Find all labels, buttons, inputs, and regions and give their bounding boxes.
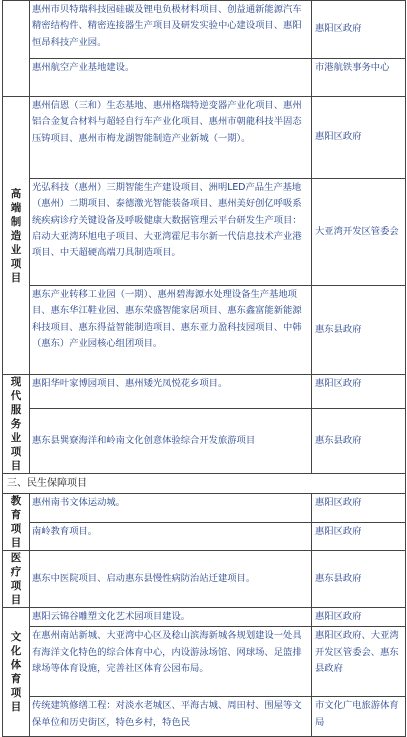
unit-cell: 大亚湾开发区管委会 [312,179,406,286]
project-cell: 惠阳华叶家博园项目、惠州矮光凤悦花乡项目。 [30,375,312,409]
unit-cell: 惠阳区政府 [312,375,406,409]
project-cell: 惠州航空产业基地建设。 [30,59,312,97]
unit-cell: 惠阳区政府 [312,522,406,551]
project-cell: 惠州信恩（三和）生态基地、惠州格瑞特逆变器产业化项目、惠州铝合金复合材料与超轻自行车产业化项目、惠州市朝龍科技半固态压铸项目、惠州市梅龙湖智能制造产业新城（一期）。 [30,97,312,179]
unit-cell: 惠阳区政府 [312,608,406,627]
project-cell: 南岭教育项目。 [30,522,312,551]
category-cell-medical: 医疗项目 [3,551,30,608]
unit-cell: 惠东县政府 [312,551,406,608]
category-cell-manufacturing: 高端制造业项目 [3,97,30,375]
table-row [3,494,406,523]
table-row [3,627,406,697]
unit-cell: 惠阳区政府 [312,97,406,179]
project-cell: 惠州市贝特瑞科技园硅碳及锂电负极材料项目、创益通新能源汽车精密结构件、精密连接器生产项目及研发实验中心建设项目、惠阳恒昂科技产业园。 [30,1,312,59]
project-cell: 在惠州南站新城、大亚湾中心区及稔山滨海新城各规划建设一处具有海洋文化特色的综合体育中心，内设游泳场馆、网球场、足篮排球场等体育设施，完善社区体育公园布局。 [30,627,312,697]
category-cell-service: 现代服务业项目 [3,375,30,474]
table-row [3,375,406,409]
unit-cell: 市港航铁事务中心 [312,59,406,97]
table-row [3,608,406,627]
table-row [3,286,406,375]
section-row [3,474,406,494]
category-cell-education: 教育项目 [3,494,30,551]
unit-cell: 惠阳区政府 [312,494,406,523]
unit-cell: 市文化广电旅游体育局 [312,697,406,737]
table-row [3,522,406,551]
project-cell: 传统建筑修缮工程：对淡水老城区、平海古城、周田村、围屋等文保单位和历史街区，特色乡村，特色民 [30,697,312,737]
project-cell: 惠东中医院项目、启动惠东县慢性病防治站迁建项目。 [30,551,312,608]
section-title: 三、民生保障项目 [3,474,406,494]
unit-cell: 惠东县政府 [312,409,406,474]
project-cell: 惠州南书文体运动城。 [30,494,312,523]
project-cell: 光弘科技（惠州）三期智能生产建设项目、洲明LED产品生产基地（惠州）二期项目、泰德激光智能装备项目、惠州美好创亿呼吸系统疾病诊疗关键设备及呼吸健康大数据管理云平台研发生产项目：启动大亚湾环旭电子项目、大亚湾霍尼韦尔新一代信息技术产业港项目、中天超硬高端刀具制造项目。 [30,179,312,286]
unit-cell: 惠东县政府 [312,286,406,375]
table-row [3,551,406,608]
table-row [3,409,406,474]
project-cell: 惠东产业转移工业园（一期）、惠州碧海源水处理设备生产基地项目、惠东华江鞋业园、惠东荣盛智能家居项目、惠东鑫富能新能源科技项目、惠东得益智能制造项目、惠东亚力盈科技园项目、中韩（惠东）产业园核心组团项目。 [30,286,312,375]
row-category-empty [3,1,30,97]
table-row [3,97,406,179]
category-cell-culture: 文化体育项目 [3,608,30,737]
unit-cell: 惠阳区政府、大亚湾开发区管委会、惠东县政府 [312,627,406,697]
table-row [3,179,406,286]
project-table [2,0,406,737]
table-row [3,59,406,97]
table-row [3,1,406,59]
project-cell: 惠东县巽寮海洋和岭南文化创意体验综合开发旅游项目 [30,409,312,474]
project-cell: 惠阳云锦谷雕塑文化艺术园项目建设。 [30,608,312,627]
unit-cell: 惠阳区政府 [312,1,406,59]
table-row [3,697,406,737]
